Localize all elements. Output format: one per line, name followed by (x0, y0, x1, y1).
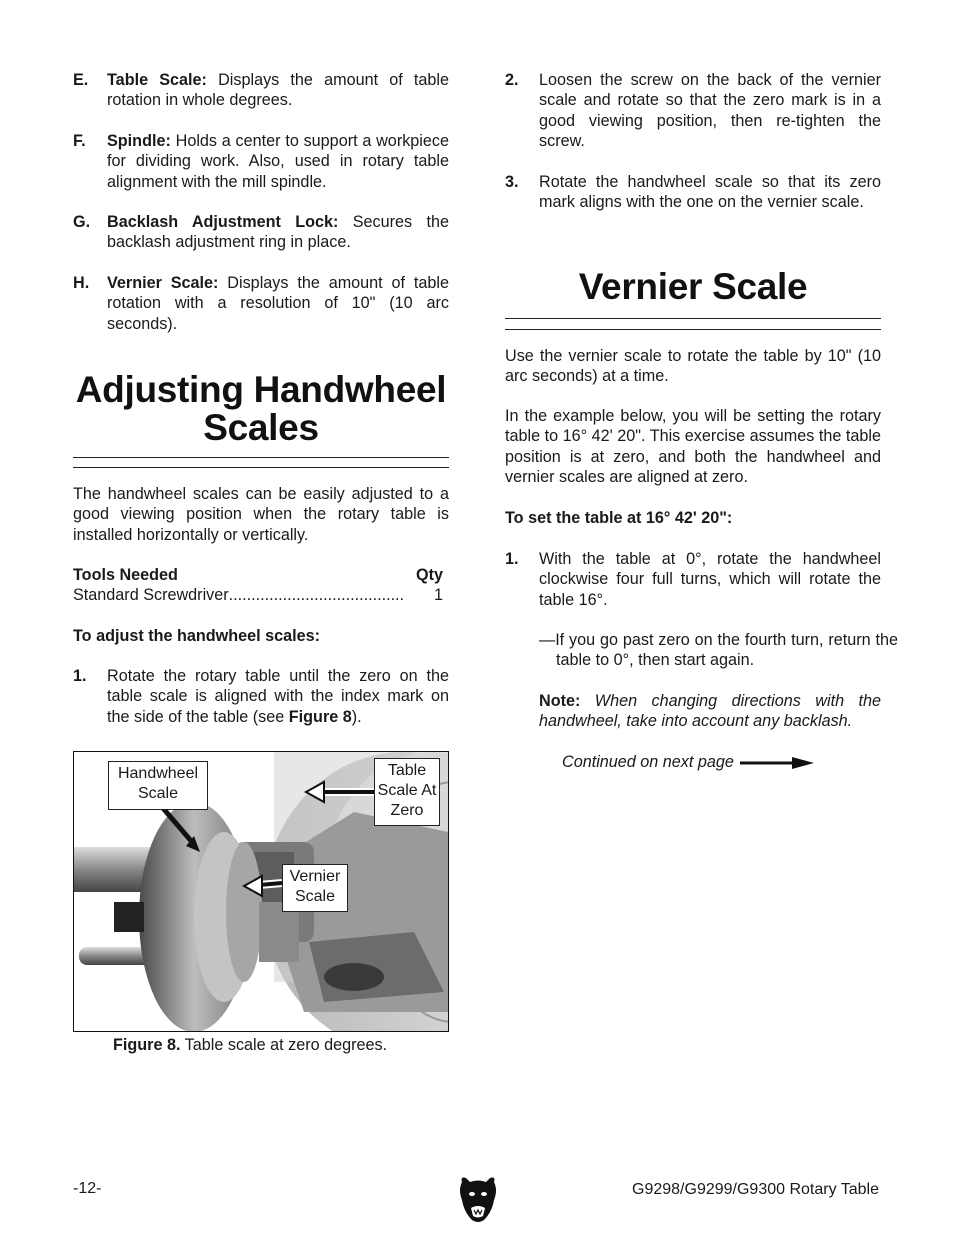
qty-header: Qty (416, 566, 443, 584)
list-item: 1. Rotate the rotary table until the zero on the table scale is aligned with the index mark on the side of the table (see Figure 8). (73, 667, 449, 726)
callout-vernier-scale: Vernier Scale (282, 864, 348, 912)
arrow-right-icon (740, 756, 816, 770)
page-number: -12- (73, 1180, 102, 1197)
figure-reference: Figure 8 (288, 707, 352, 726)
tool-name: Standard Screwdriver (73, 586, 229, 605)
bear-logo-icon (458, 1176, 498, 1224)
figure-caption: Figure 8. Table scale at zero degrees. (113, 1036, 388, 1054)
tool-qty: 1 (433, 586, 443, 605)
model-name: G9298/G9299/G9300 Rotary Table (632, 1181, 879, 1198)
callout-handwheel-scale: Handwheel Scale (108, 761, 208, 810)
heading-rule (73, 467, 449, 468)
list-item: 2. Loosen the screw on the back of the vernier scale and rotate so that the zero mark is in a good viewing position, then re-tighten the screw. (505, 71, 881, 150)
paragraph: Use the vernier scale to rotate the table by 10" (10 arc seconds) at a time. (505, 347, 881, 386)
section-heading: Adjusting Handwheel Scales (75, 369, 447, 448)
heading-rule (73, 457, 449, 458)
tools-header: Tools Needed (73, 566, 178, 584)
section-heading: Vernier Scale (578, 266, 808, 307)
list-item: G. Backlash Adjustment Lock: Secures the backlash adjustment ring in place. (73, 213, 449, 252)
list-item: H. Vernier Scale: Displays the amount of table rotation with a resolution of 10" (10 arc seconds). (73, 274, 449, 333)
paragraph: In the example below, you will be setting the rotary table to 16° 42' 20". This exercise assumes the table position is at zero, and both the handwheel and vernier scales are aligned at zero. (505, 407, 881, 486)
continued-indicator: Continued on next page (562, 753, 816, 772)
figure-8-photo (73, 751, 449, 1032)
intro-paragraph: The handwheel scales can be easily adjusted to a good viewing position when the rotary table is installed horizontally or vertically. (73, 485, 449, 544)
list-item: 3. Rotate the handwheel scale so that its zero mark aligns with the one on the vernier scale. (505, 173, 881, 212)
subheading: To adjust the handwheel scales: (73, 627, 321, 645)
leader-dots: ....................................... (228, 586, 405, 605)
note: Note: When changing directions with the handwheel, take into account any backlash. (539, 692, 881, 731)
tools-table (73, 565, 443, 606)
heading-rule (505, 318, 881, 319)
heading-rule (505, 329, 881, 330)
subheading: To set the table at 16° 42' 20": (505, 509, 733, 527)
callout-table-scale: Table Scale At Zero (374, 758, 440, 826)
list-item: F. Spindle: Holds a center to support a workpiece for dividing work. Also, used in rotary table alignment with the mill spindle. (73, 132, 449, 191)
list-item: 1. With the table at 0°, rotate the handwheel clockwise four full turns, which will rotate the table 16°. (505, 550, 881, 609)
list-item: E. Table Scale: Displays the amount of table rotation in whole degrees. (73, 71, 449, 110)
dash-note: —If you go past zero on the fourth turn, return the table to 0°, then start again. (539, 631, 898, 670)
